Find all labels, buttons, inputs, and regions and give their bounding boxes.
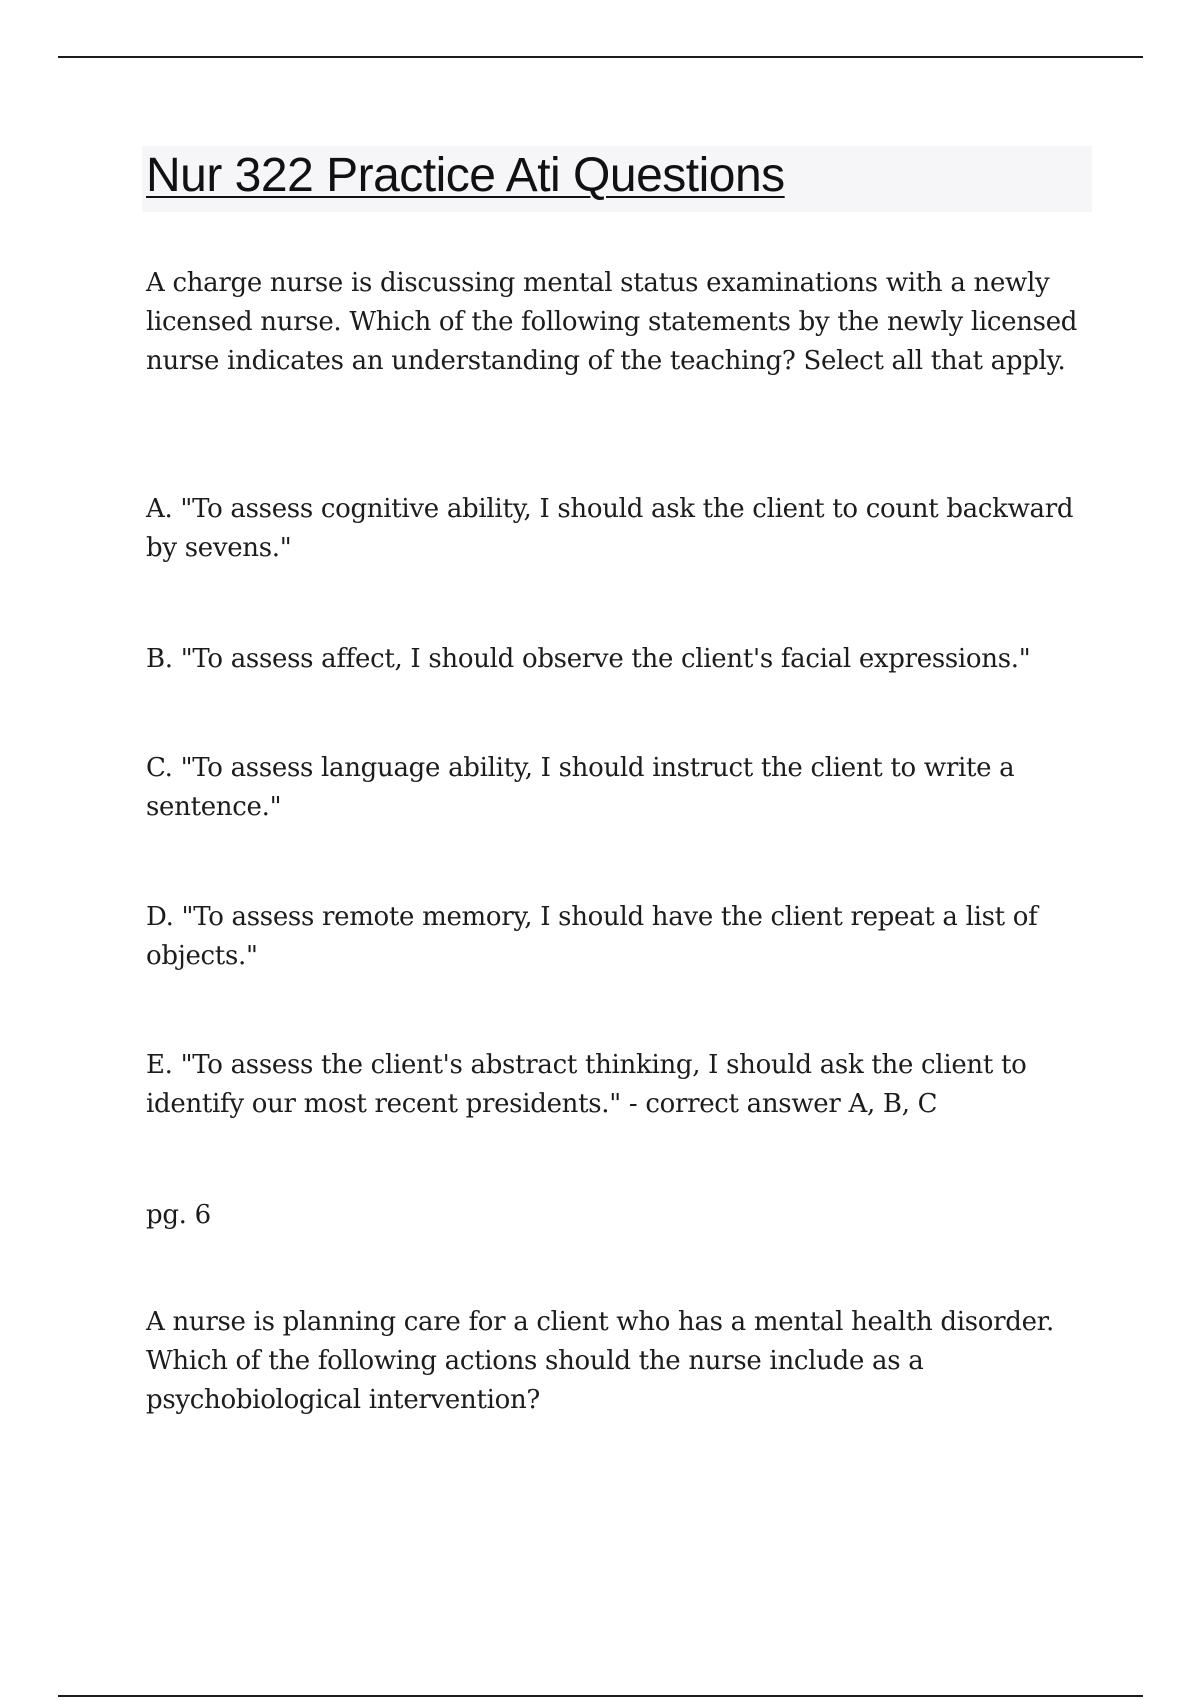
question-1-option-d: D. "To assess remote memory, I should have the client repeat a list of objects." xyxy=(146,902,1038,971)
question-1-option-b: B. "To assess affect, I should observe the client's facial expressions." xyxy=(146,644,1031,674)
top-rule xyxy=(58,56,1143,58)
question-1-stem: A charge nurse is discussing mental status examinations with a newly licensed nurse. Which of the following statements by the newly licensed nurse indicates an understanding of the teaching? Select all that apply. xyxy=(146,268,1078,376)
document-title: Nur 322 Practice Ati Questions xyxy=(146,149,785,202)
page-number: pg. 6 xyxy=(146,1200,211,1230)
question-2-stem: A nurse is planning care for a client who has a mental health disorder. Which of the following actions should the nurse include as a psychobiological intervention? xyxy=(146,1307,1054,1415)
bottom-rule xyxy=(58,1695,1143,1697)
question-1-option-e: E. "To assess the client's abstract thinking, I should ask the client to identify our most recent presidents." - correct answer A, B, C xyxy=(146,1050,1027,1119)
question-1-option-a: A. "To assess cognitive ability, I should ask the client to count backward by sevens." xyxy=(146,494,1074,563)
question-1-option-c: C. "To assess language ability, I should instruct the client to write a sentence." xyxy=(146,753,1015,822)
